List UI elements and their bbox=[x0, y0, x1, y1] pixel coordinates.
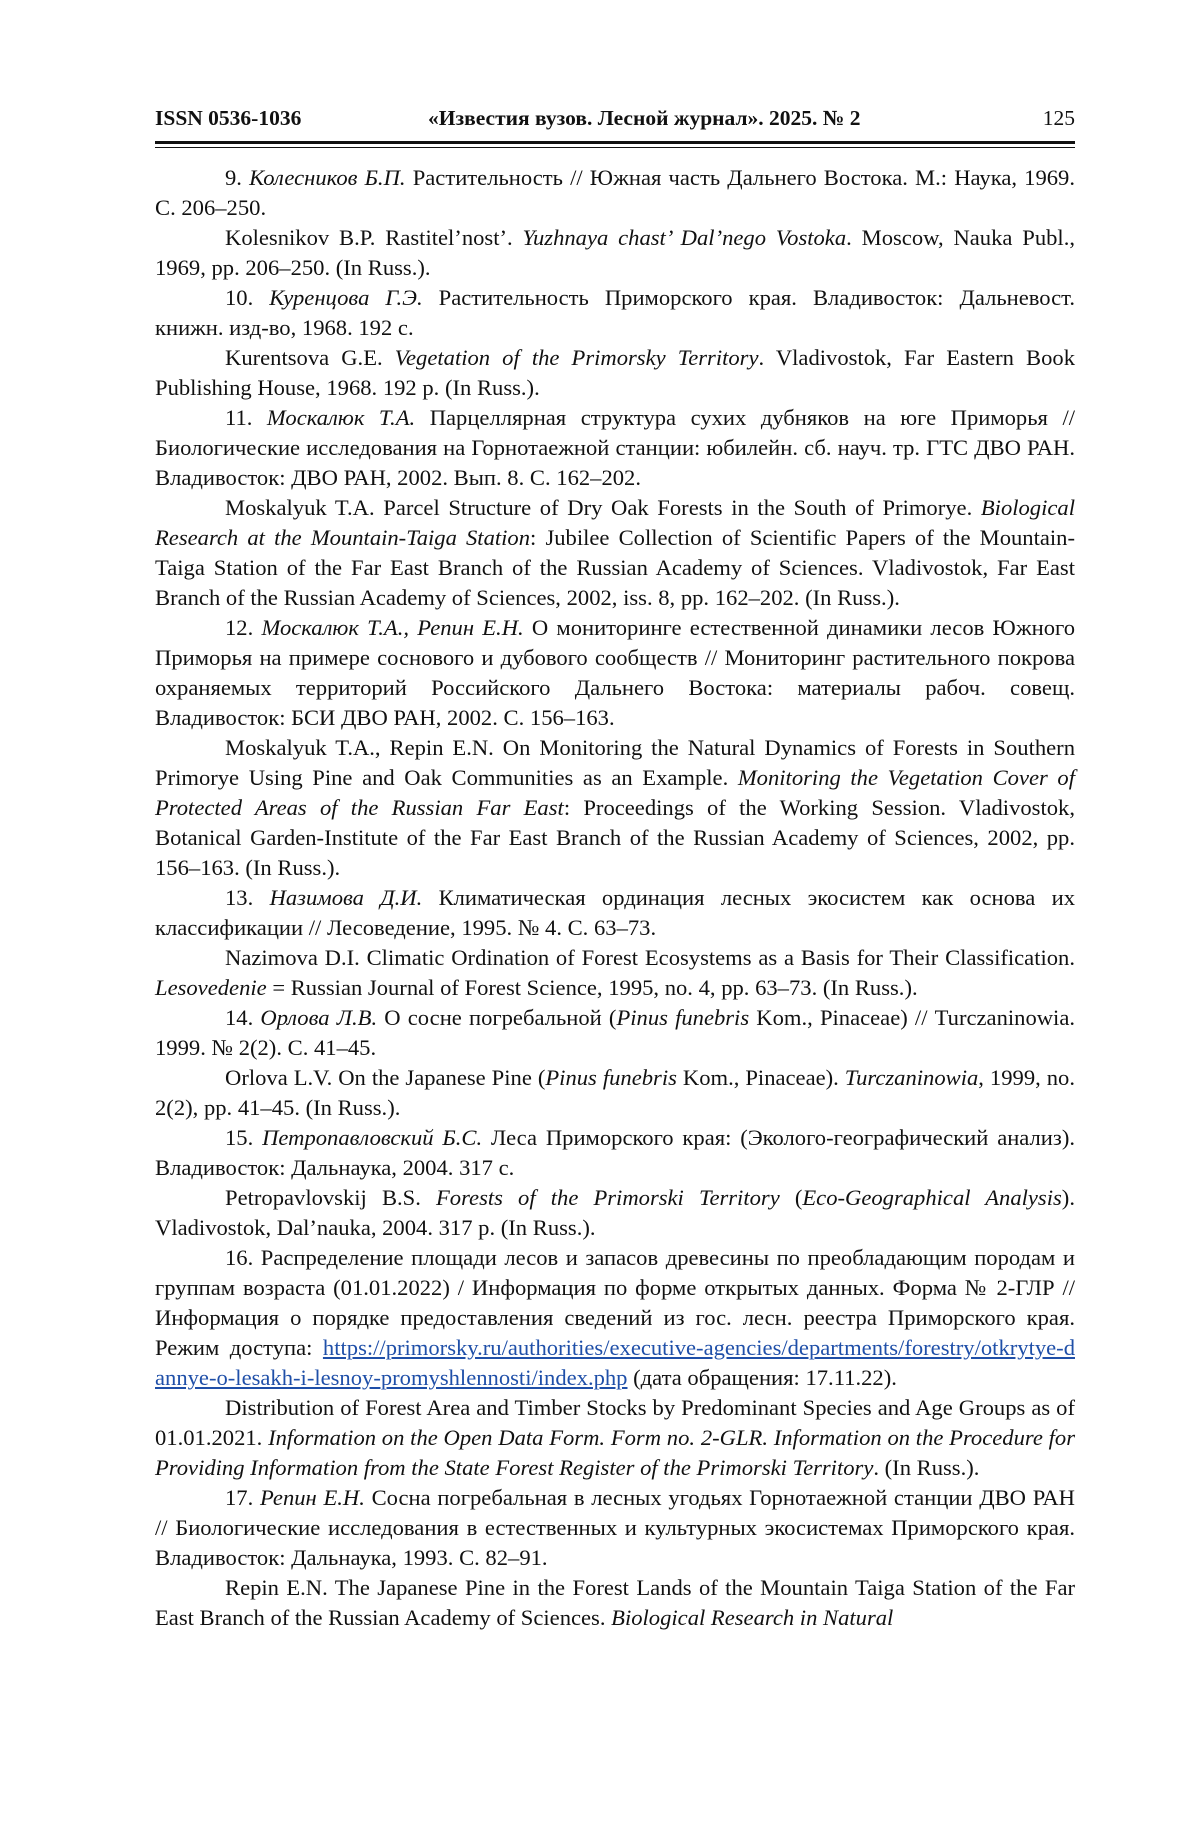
ref-title: Lesovedenie bbox=[155, 975, 267, 1000]
running-header bbox=[155, 106, 1075, 134]
ref-authors: Москалюк Т.А. bbox=[266, 405, 416, 430]
reference-url-link[interactable]: https://primorsky.ru/authorities/executive-agencies/departments/forestry/otkrytye-dannye-o-lesakh-i-lesnoy-promyshlennosti/index.php bbox=[155, 1335, 1075, 1390]
reference-11-en: Moskalyuk T.A. Parcel Structure of Dry Oak Forests in the South of Primorye. Biological Research at the Mountain-Taiga Station: Jubilee Collection of Scientific Papers of the Mountain-Taiga Station of the Far East Branch of the Russian Academy of Sciences. Vladivostok, Far East Branch of the Russian Academy of Sciences, 2002, iss. 8, pp. 162–202. (In Russ.). bbox=[155, 495, 1075, 610]
issn: ISSN 0536-1036 bbox=[155, 106, 302, 130]
ref-authors: Петропавловский Б.С. bbox=[262, 1125, 483, 1150]
header-rule-thick bbox=[155, 141, 1075, 144]
ref-subtitle: Eco-Geographical Analysis bbox=[802, 1185, 1062, 1210]
reference-17-ru: 17. Репин Е.Н. Сосна погребальная в лесных угодьях Горнотаежной станции ДВО РАН // Биологические исследования в естественных и культурных экосистемах Приморского края. Владивосток: Дальнаука, 1993. С. 82–91. bbox=[155, 1485, 1075, 1570]
ref-title: Information on the Open Data Form. Form no. 2-GLR. Information on the Procedure for Providing Information from the State Forest Register of the Primorski Territory bbox=[155, 1425, 1076, 1480]
header-rule-thin bbox=[155, 147, 1075, 148]
reference-13-en: Nazimova D.I. Climatic Ordination of Forest Ecosystems as a Basis for Their Classification. Lesovedenie = Russian Journal of Forest Science, 1995, no. 4, pp. 63–73. (In Russ.). bbox=[155, 945, 1075, 1000]
reference-14-en: Orlova L.V. On the Japanese Pine (Pinus funebris Kom., Pinaceae). Turczaninowia, 1999, no. 2(2), pp. 41–45. (In Russ.). bbox=[155, 1065, 1075, 1120]
ref-title: Forests of the Primorski Territory bbox=[436, 1185, 780, 1210]
reference-10-ru: 10. Куренцова Г.Э. Растительность Приморского края. Владивосток: Дальневост. книжн. изд-во, 1968. 192 с. bbox=[155, 285, 1076, 340]
reference-13-ru: 13. Назимова Д.И. Климатическая ординация лесных экосистем как основа их классификации // Лесоведение, 1995. № 4. С. 63–73. bbox=[155, 885, 1075, 940]
ref-title: Monitoring the Vegetation Cover of Protected Areas of the Russian Far East bbox=[155, 765, 1075, 820]
journal-title: «Известия вузов. Лесной журнал». 2025. № 2 bbox=[428, 106, 861, 130]
ref-title: Biological Research at the Mountain-Taiga Station bbox=[155, 495, 1075, 550]
ref-authors: Москалюк Т.А., Репин Е.Н. bbox=[261, 615, 524, 640]
reference-9-ru: 9. Колесников Б.П. Растительность // Южная часть Дальнего Востока. М.: Наука, 1969. С. 206–250. bbox=[155, 165, 1076, 220]
ref-authors: Репин Е.Н. bbox=[259, 1485, 365, 1510]
reference-9-en: Kolesnikov B.P. Rastitel’nost’. Yuzhnaya chast’ Dal’nego Vostoka. Moscow, Nauka Publ., 1969, pp. 206–250. (In Russ.). bbox=[155, 225, 1075, 280]
reference-list bbox=[155, 163, 1075, 1633]
reference-15-en: Petropavlovskij B.S. Forests of the Primorski Territory (Eco-Geographical Analysis). Vladivostok, Dal’nauka, 2004. 317 p. (In Russ.). bbox=[155, 1185, 1075, 1240]
ref-species: Pinus funebris bbox=[616, 1005, 750, 1030]
ref-authors: Орлова Л.В. bbox=[260, 1005, 378, 1030]
reference-16-en: Distribution of Forest Area and Timber Stocks by Predominant Species and Age Groups as of 01.01.2021. Information on the Open Data Form. Form no. 2-GLR. Information on the Procedure for Providing Information from the State Forest Register of the Primorski Territory. (In Russ.). bbox=[155, 1395, 1076, 1480]
reference-14-ru: 14. Орлова Л.В. О сосне погребальной (Pinus funebris Kom., Pinaceae) // Turczaninowia. 1999. № 2(2). С. 41–45. bbox=[155, 1005, 1076, 1060]
reference-12-ru: 12. Москалюк Т.А., Репин Е.Н. О мониторинге естественной динамики лесов Южного Приморья на примере соснового и дубового сообществ // Мониторинг растительного покрова охраняемых территорий Российского Дальнего Востока: материалы рабоч. совещ. Владивосток: БСИ ДВО РАН, 2002. С. 156–163. bbox=[155, 615, 1075, 730]
ref-species: Pinus funebris bbox=[545, 1065, 677, 1090]
ref-title: Turczaninowia bbox=[844, 1065, 979, 1090]
reference-12-en: Moskalyuk T.A., Repin E.N. On Monitoring the Natural Dynamics of Forests in Southern Primorye Using Pine and Oak Communities as an Example. Monitoring the Vegetation Cover of Protected Areas of the Russian Far East: Proceedings of the Working Session. Vladivostok, Botanical Garden-Institute of the Far East Branch of the Russian Academy of Sciences, 2002, pp. 156–163. (In Russ.). bbox=[155, 735, 1075, 880]
ref-authors: Колесников Б.П. bbox=[249, 165, 406, 190]
reference-16-ru: 16. Распределение площади лесов и запасов древесины по преобладающим породам и группам возраста (01.01.2022) / Информация по форме открытых данных. Форма № 2-ГЛР // Информация о порядке предоставления сведений из гос. лесн. реестра Приморского края. Режим доступа: https://primorsky.ru/authorities/executive-agencies/departments/forestry/otkrytye-dannye-o-lesakh-i-lesnoy-promyshlennosti/index.php (дата обращения: 17.11.22). bbox=[155, 1245, 1075, 1390]
reference-11-ru: 11. Москалюк Т.А. Парцеллярная структура сухих дубняков на юге Приморья // Биологические исследования на Горнотаежной станции: юбилейн. сб. науч. тр. ГТС ДВО РАН. Владивосток: ДВО РАН, 2002. Вып. 8. С. 162–202. bbox=[155, 405, 1075, 490]
ref-title: Vegetation of the Primorsky Territory bbox=[394, 345, 759, 370]
ref-title: Yuzhnaya chast’ Dal’nego Vostoka bbox=[522, 225, 847, 250]
ref-authors: Назимова Д.И. bbox=[269, 885, 423, 910]
ref-authors: Куренцова Г.Э. bbox=[269, 285, 423, 310]
reference-17-en: Repin E.N. The Japanese Pine in the Forest Lands of the Mountain Taiga Station of the Far East Branch of the Russian Academy of Sciences. Biological Research in Natural bbox=[155, 1575, 1075, 1630]
reference-15-ru: 15. Петропавловский Б.С. Леса Приморского края: (Эколого-географический анализ). Владивосток: Дальнаука, 2004. 317 с. bbox=[155, 1125, 1075, 1180]
page-number: 125 bbox=[1042, 106, 1075, 130]
ref-title: Biological Research in Natural bbox=[611, 1605, 894, 1630]
reference-10-en: Kurentsova G.E. Vegetation of the Primorsky Territory. Vladivostok, Far Eastern Book Publishing House, 1968. 192 p. (In Russ.). bbox=[155, 345, 1076, 400]
